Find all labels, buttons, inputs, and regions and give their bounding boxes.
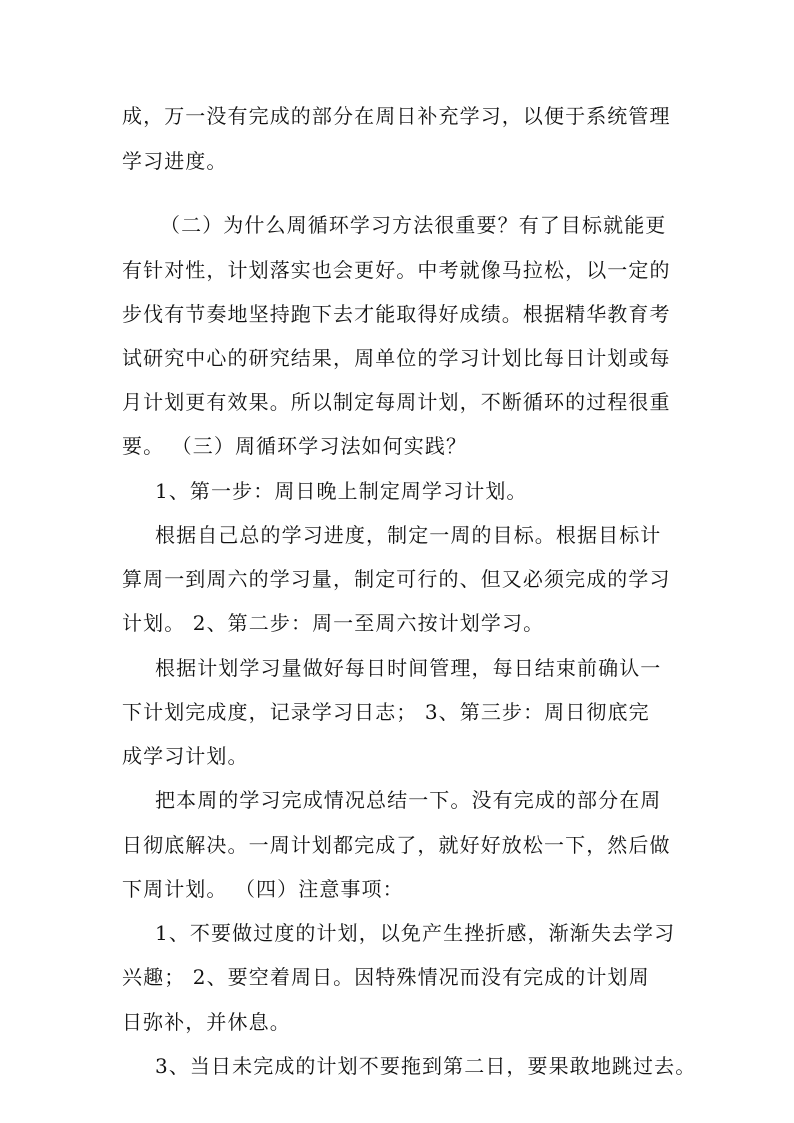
text-line-5: 步伐有节奏地坚持跑下去才能取得好成绩。根据精华教育考 bbox=[122, 302, 671, 326]
text-line-4: 有针对性，计划落实也会更好。中考就像马拉松，以一定的 bbox=[122, 258, 671, 282]
text-line-10: 根据自己总的学习进度，制定一周的目标。根据目标计 bbox=[155, 523, 662, 547]
step-2-heading: 计划。 2、第二步：周一至周六按计划学习。 bbox=[122, 611, 545, 635]
step-3-heading: 下计划完成度，记录学习日志； 3、第三步：周日彻底完 bbox=[122, 700, 650, 724]
note-3: 3、当日未完成的计划不要拖到第二日，要果敢地跳过去。 bbox=[155, 1054, 697, 1078]
text-line-16: 把本周的学习完成情况总结一下。没有完成的部分在周 bbox=[155, 788, 662, 812]
note-2: 兴趣； 2、要空着周日。因特殊情况而没有完成的计划周 bbox=[122, 965, 650, 989]
section-heading-3: 要。 （三）周循环学习法如何实践？ bbox=[122, 434, 468, 458]
text-line-11: 算周一到周六的学习量，制定可行的、但又必须完成的学习 bbox=[122, 567, 671, 591]
note-1: 1、不要做过度的计划，以免产生挫折感，渐渐失去学习 bbox=[155, 921, 676, 945]
step-1-heading: 1、第一步：周日晚上制定周学习计划。 bbox=[155, 479, 528, 503]
text-line-6: 试研究中心的研究结果，周单位的学习计划比每日计划或每 bbox=[122, 346, 671, 370]
text-line-7: 月计划更有效果。所以制定每周计划，不断循环的过程很重 bbox=[122, 390, 671, 414]
section-heading-4: 下周计划。 （四）注意事项： bbox=[122, 877, 404, 901]
text-line-1: 成，万一没有完成的部分在周日补充学习，以便于系统管理 bbox=[122, 104, 671, 128]
text-line-21: 日弥补，并休息。 bbox=[122, 1010, 291, 1034]
text-line-2: 学习进度。 bbox=[122, 149, 228, 173]
text-line-13: 根据计划学习量做好每日时间管理，每日结束前确认一 bbox=[155, 656, 662, 680]
section-heading-2: （二）为什么周循环学习方法很重要？有了目标就能更 bbox=[160, 213, 667, 237]
text-line-17: 日彻底解决。一周计划都完成了，就好好放松一下，然后做 bbox=[122, 833, 671, 857]
text-line-15: 成学习计划。 bbox=[122, 744, 249, 768]
